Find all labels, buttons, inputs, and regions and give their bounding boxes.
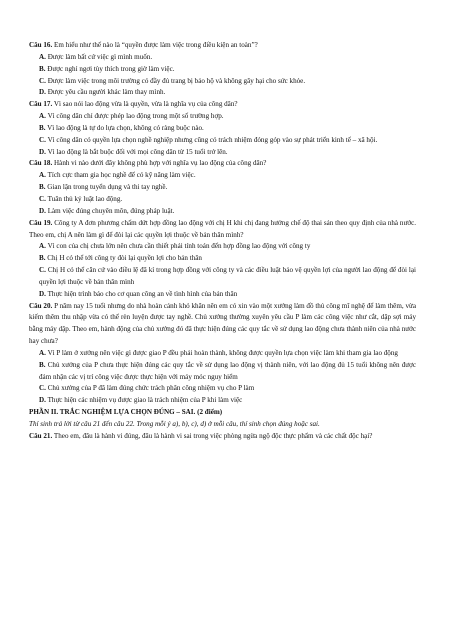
question-number: Câu 17. bbox=[29, 100, 53, 109]
option-text: Chủ xưởng của P chưa thực hiện đúng các quy tắc về sử dụng lao động vị thành niên, với lao động đủ 15 tuổi không nên được đảm nhận các vị trí công việc được thực hiện với máy móc nguy hiểm bbox=[39, 360, 416, 381]
option-label: A. bbox=[39, 112, 46, 121]
question-text: Theo em, đâu là hành vi đúng, đâu là hành vi sai trong việc phòng ngừa ngộ độc thực phẩm và các chất độc hại? bbox=[53, 431, 373, 440]
option-text: Chị H có thể căn cứ vào điều lệ đã kí trong hợp đồng với công ty và các điều luật bảo vệ quyền lợi của người lao động để đòi lại quyền lợi thuộc về bản thân mình bbox=[39, 266, 416, 286]
option-text: Được nghỉ ngơi tùy thích trong giờ làm việc. bbox=[47, 64, 175, 73]
option-20-a bbox=[29, 348, 416, 360]
option-label: B. bbox=[39, 123, 46, 132]
question-16 bbox=[29, 40, 416, 52]
option-16-c bbox=[29, 76, 416, 88]
option-label: D. bbox=[39, 289, 46, 298]
option-label: C. bbox=[39, 135, 46, 144]
question-17 bbox=[29, 99, 416, 111]
question-text: Em hiểu như thế nào là “quyền được làm việc trong điều kiện an toàn”? bbox=[54, 41, 258, 49]
option-18-d bbox=[29, 206, 416, 218]
option-label: C. bbox=[39, 76, 46, 85]
question-20 bbox=[29, 301, 416, 348]
question-number: Câu 16. bbox=[29, 41, 53, 49]
question-number: Câu 19. bbox=[29, 218, 53, 227]
option-text: Vì lao động là tự do lựa chọn, không có ràng buộc nào. bbox=[47, 123, 204, 132]
option-text: Được làm bất cứ việc gì mình muốn. bbox=[47, 52, 153, 61]
question-text: P năm nay 15 tuổi nhưng do nhà hoàn cảnh khó khăn nên em có xin vào một xưởng làm đồ thủ công mĩ nghệ để làm thêm, vừa kiếm thêm thu nhập vừa có thể rèn luyện được tay nghề. Chủ xưởng thường xuyên yêu cầu P làm các công việc như cắt, dập sợi máy bằng máy dập. Theo em, hành động của chủ xưởng đó đã thực hiện đúng các quy tắc về sử dụng lao động chưa thành niên của nhà nước hay chưa? bbox=[29, 301, 416, 346]
question-number: Câu 20. bbox=[29, 301, 53, 310]
option-18-c bbox=[29, 194, 416, 206]
option-label: A. bbox=[39, 52, 46, 61]
option-text: Làm việc đúng chuyên môn, đúng pháp luật. bbox=[47, 206, 175, 215]
question-text: Hành vi nào dưới đây không phù hợp với nghĩa vụ lao động của công dân? bbox=[54, 159, 267, 168]
option-label: D. bbox=[39, 147, 46, 156]
question-number: Câu 18. bbox=[29, 159, 53, 168]
option-17-a bbox=[29, 111, 416, 123]
option-text: Vì công dân có quyền lựa chọn nghề nghiệp nhưng cũng có trách nhiệm đóng góp vào sự phát triển kinh tế – xã hội. bbox=[47, 135, 378, 144]
option-17-b bbox=[29, 123, 416, 135]
option-label: D. bbox=[39, 88, 46, 97]
question-number: Câu 21. bbox=[29, 431, 53, 440]
option-17-d bbox=[29, 147, 416, 159]
option-label: A. bbox=[39, 171, 46, 180]
option-17-c bbox=[29, 135, 416, 147]
option-label: C. bbox=[39, 384, 46, 393]
option-19-b bbox=[29, 253, 416, 265]
option-label: C. bbox=[39, 266, 46, 275]
option-text: Vì P làm ở xưởng nên việc gì được giao P đều phải hoàn thành, không được quyền lựa chọn việc làm khi tham gia lao động bbox=[47, 348, 398, 357]
option-text: Được yêu cầu người khác làm thay mình. bbox=[47, 88, 166, 97]
option-18-a bbox=[29, 170, 416, 182]
section-instruction: Thí sinh trả lời từ câu 21 đến câu 22. Trong mỗi ý a), b), c), d) ở mỗi câu, thí sinh chọn đúng hoặc sai. bbox=[29, 420, 320, 428]
option-label: D. bbox=[39, 206, 46, 215]
section-title: PHẦN II. TRẮC NGHIỆM LỰA CHỌN ĐÚNG – SAI. (2 điểm) bbox=[29, 408, 223, 417]
question-21 bbox=[29, 431, 416, 443]
option-text: Chủ xưởng của P đã làm đúng chức trách phân công nhiệm vụ cho P làm bbox=[47, 384, 255, 393]
option-text: Vì lao động là bắt buộc đối với mọi công dân từ 15 tuổi trở lên. bbox=[47, 147, 228, 156]
option-20-b bbox=[29, 360, 416, 384]
option-label: B. bbox=[39, 254, 46, 263]
question-text: Công ty A đơn phương chấm dứt hợp đồng lao động với chị H khi chị đang hưởng chế độ thai sản theo quy định của nhà nước. Theo em, chị A nên làm gì để đòi lại các quyền lợi thuộc về bản thân mình? bbox=[29, 218, 416, 239]
option-text: Vì công dân chỉ được phép lao động trong một số trường hợp. bbox=[47, 112, 224, 121]
question-text: Vì sao nói lao động vừa là quyền, vừa là nghĩa vụ của công dân? bbox=[53, 100, 238, 109]
option-text: Được làm việc trong môi trường có đầy đủ trang bị bảo hộ và không gây hại cho sức khỏe. bbox=[47, 76, 306, 85]
option-20-c bbox=[29, 383, 416, 395]
option-label: A. bbox=[39, 242, 46, 251]
question-18 bbox=[29, 158, 416, 170]
option-text: Gian lận trong tuyển dụng và thi tay nghề. bbox=[47, 183, 168, 192]
option-label: D. bbox=[39, 396, 46, 405]
option-18-b bbox=[29, 182, 416, 194]
option-text: Tuân thủ kỷ luật lao động. bbox=[47, 194, 123, 203]
option-text: Tích cực tham gia học nghề để có kỹ năng làm việc. bbox=[47, 171, 196, 180]
option-20-d bbox=[29, 395, 416, 407]
option-label: A. bbox=[39, 348, 46, 357]
option-text: Chị H có thể tới công ty đòi lại quyền lợi cho bản thân bbox=[47, 254, 202, 263]
question-19 bbox=[29, 218, 416, 242]
option-label: B. bbox=[39, 64, 46, 73]
option-16-b bbox=[29, 64, 416, 76]
option-label: B. bbox=[39, 183, 46, 192]
option-19-a bbox=[29, 241, 416, 253]
option-19-c bbox=[29, 265, 416, 289]
option-text: Thực hiện trình báo cho cơ quan công an về tình hình của bản thân bbox=[47, 289, 238, 298]
option-16-a bbox=[29, 52, 416, 64]
option-19-d bbox=[29, 289, 416, 301]
option-label: B. bbox=[39, 360, 46, 369]
option-label: C. bbox=[39, 194, 46, 203]
option-text: Thực hiện các nhiệm vụ được giao là trách nhiệm của P khi làm việc bbox=[47, 396, 243, 405]
option-16-d bbox=[29, 87, 416, 99]
option-text: Vì con của chị chưa lớn nên chưa cần thiết phải tính toán đến hợp đồng lao động với công ty bbox=[47, 242, 311, 251]
